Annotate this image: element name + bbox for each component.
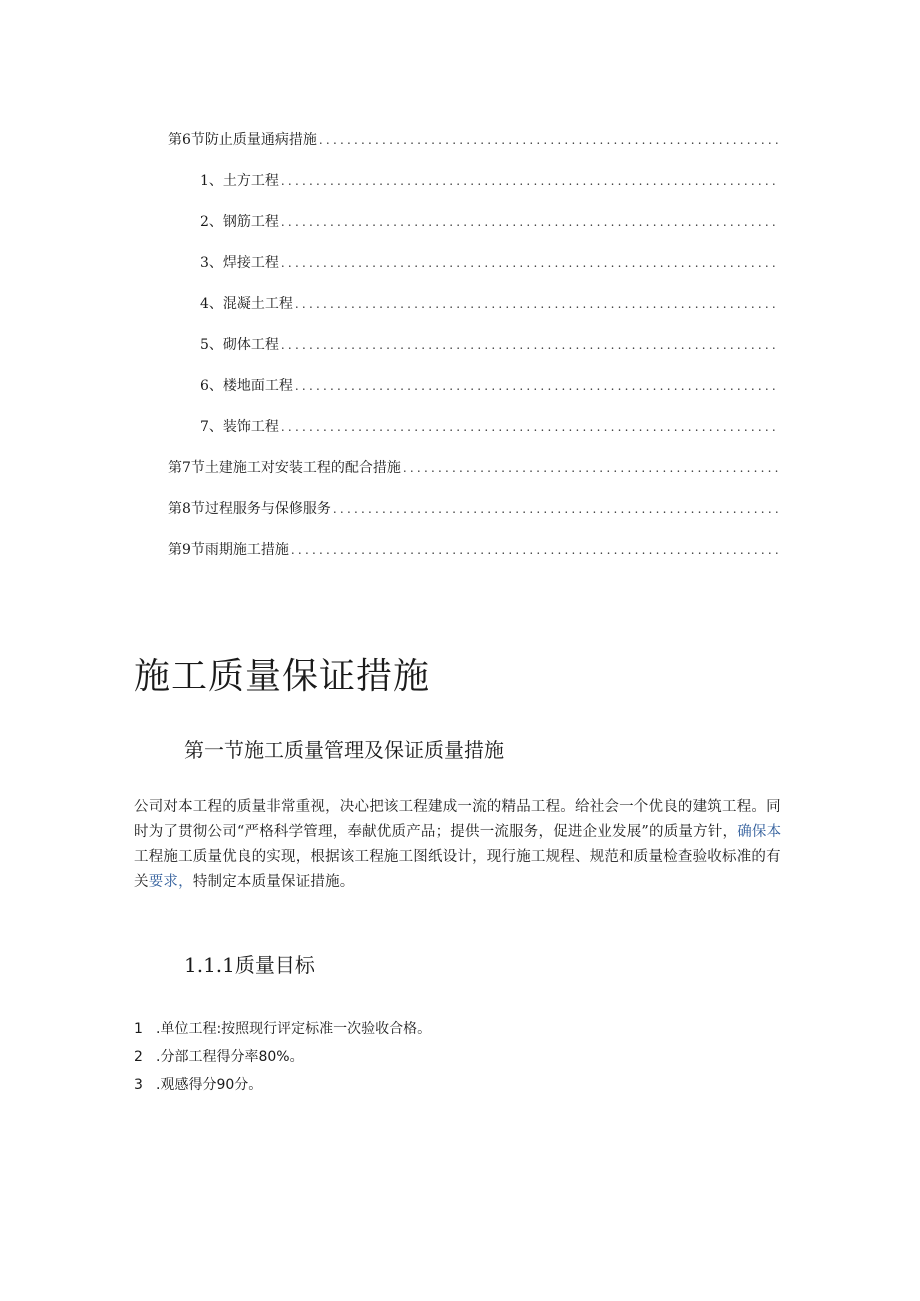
list-item-text: .观感得分90分。 xyxy=(156,1077,263,1093)
toc-leader-dots xyxy=(279,213,780,231)
toc-entry-label: 5、砌体工程 xyxy=(200,337,279,353)
toc-entry-earthwork[interactable] xyxy=(168,149,780,190)
list-item xyxy=(134,1043,734,1071)
toc-entry-flooring[interactable] xyxy=(168,354,780,395)
quality-goals-list xyxy=(134,1015,734,1099)
list-item-number: 1 xyxy=(134,1021,143,1037)
toc-entry-label: 第9节雨期施工措施 xyxy=(168,542,289,558)
section-heading: 第一节施工质量管理及保证质量措施 xyxy=(184,738,504,762)
toc-entry-label: 4、混凝土工程 xyxy=(200,296,293,312)
toc-entry-section-7[interactable] xyxy=(168,436,780,477)
toc-entry-label: 6、楼地面工程 xyxy=(200,378,293,394)
toc-entry-rebar[interactable] xyxy=(168,190,780,231)
toc-leader-dots xyxy=(401,459,780,477)
toc-entry-label: 1、土方工程 xyxy=(200,173,279,189)
toc-leader-dots xyxy=(293,377,780,395)
list-item-text: .分部工程得分率80%。 xyxy=(156,1049,304,1065)
toc-leader-dots xyxy=(331,500,780,518)
toc-entry-section-9[interactable] xyxy=(168,518,780,559)
toc-leader-dots xyxy=(279,336,780,354)
list-item-number: 3 xyxy=(134,1077,143,1093)
table-of-contents xyxy=(168,108,780,559)
toc-entry-label: 第8节过程服务与保修服务 xyxy=(168,501,331,517)
toc-leader-dots xyxy=(279,418,780,436)
toc-entry-masonry[interactable] xyxy=(168,313,780,354)
list-item xyxy=(134,1015,734,1043)
toc-leader-dots xyxy=(279,254,780,272)
list-item xyxy=(134,1071,734,1099)
toc-leader-dots xyxy=(279,172,780,190)
intro-text: 工程施工质量优良的实现，根据该工程施工图纸设计，现行施工规程、规范和质量检查验收标准的有关 xyxy=(134,849,781,890)
toc-entry-concrete[interactable] xyxy=(168,272,780,313)
intro-paragraph xyxy=(134,795,794,895)
toc-entry-label: 3、焊接工程 xyxy=(200,255,279,271)
toc-entry-decoration[interactable] xyxy=(168,395,780,436)
page-title: 施工质量保证措施 xyxy=(134,656,431,697)
toc-leader-dots xyxy=(317,131,780,149)
intro-link-ensure[interactable]: 确保本 xyxy=(737,824,782,840)
toc-entry-label: 第7节土建施工对安装工程的配合措施 xyxy=(168,460,401,476)
subsection-heading: 1.1.1质量目标 xyxy=(184,953,315,977)
toc-leader-dots xyxy=(289,541,780,559)
list-item-number: 2 xyxy=(134,1049,143,1065)
intro-link-requirements[interactable]: 要求， xyxy=(148,874,193,890)
intro-text: 公司对本工程的质量非常重视，决心把该工程建成一流的精品工程。给社会一个优良的建筑工程。同时为了贯彻公司“严格科学管理，奉献优质产品；提供一流服务，促进企业发展”的质量方针， xyxy=(134,799,781,840)
toc-leader-dots xyxy=(293,295,780,313)
intro-text: 特制定本质量保证措施。 xyxy=(192,874,355,890)
toc-entry-section-8[interactable] xyxy=(168,477,780,518)
toc-entry-label: 第6节防止质量通病措施 xyxy=(168,132,317,148)
list-item-text: .单位工程:按照现行评定标准一次验收合格。 xyxy=(156,1021,432,1037)
toc-entry-label: 2、钢筋工程 xyxy=(200,214,279,230)
toc-entry-section-6[interactable] xyxy=(168,108,780,149)
toc-entry-label: 7、装饰工程 xyxy=(200,419,279,435)
toc-entry-welding[interactable] xyxy=(168,231,780,272)
